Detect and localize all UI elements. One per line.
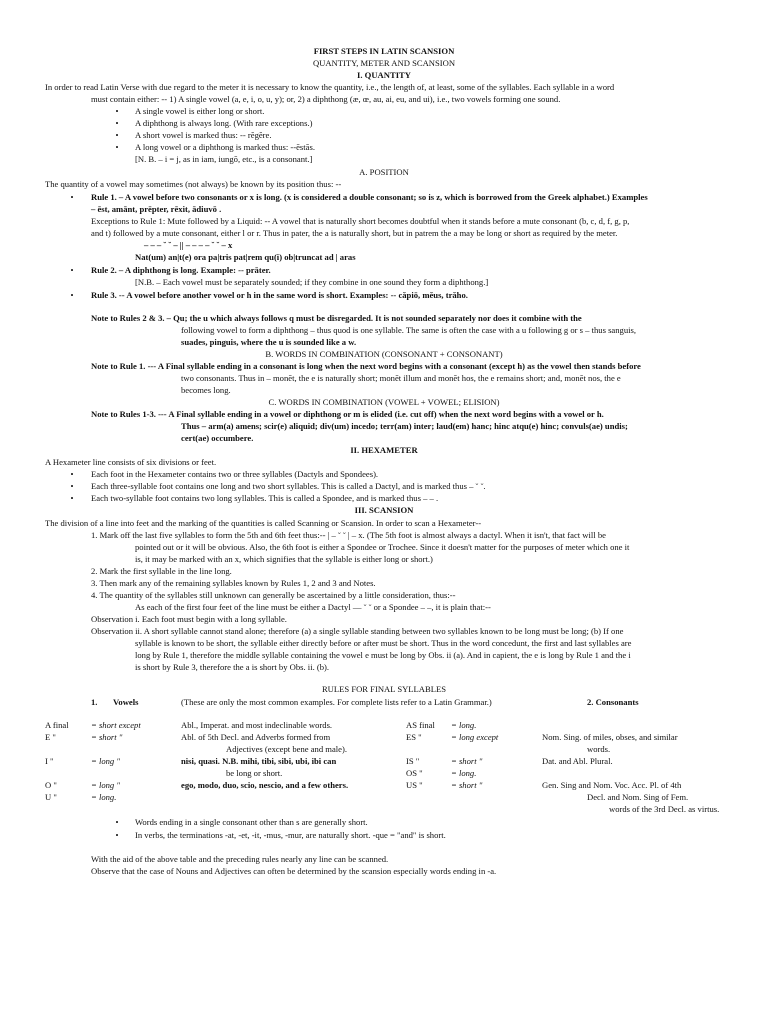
observation-1: Observation i. Each foot must begin with a long syllable. — [91, 614, 287, 624]
note-rule-1: Note to Rule 1. --- A Final syllable ending in a consonant is long when the next word begins with a consonant (except h) as the vowel then stands before — [91, 361, 641, 371]
intro-line-2: must contain either: -- 1) A single vowel (a, e, i, o, u, y); or, 2) a diphthong (æ, œ, au, ai, eu, and ui), i.e., two vowels forming one sound. — [91, 94, 561, 104]
vowel-row-letter: A final — [45, 720, 69, 730]
consonant-row-letter: OS " — [406, 768, 423, 778]
consonant-row-quantity: = short " — [451, 756, 483, 766]
vowel-row-example: ego, modo, duo, scio, nescio, and a few others. — [181, 780, 349, 790]
vowel-row-quantity: = short " — [91, 732, 123, 742]
rule-2-note: [N.B. – Each vowel must be separately sounded; if they combine in one sound they form a diphthong.] — [135, 277, 489, 287]
vowel-row-quantity: = long " — [91, 756, 120, 766]
consonant-row-letter: ES " — [406, 732, 422, 742]
vowel-row-letter: E " — [45, 732, 56, 742]
rule-1-exceptions: Exceptions to Rule 1: Mute followed by a Liquid: -- A vowel that is naturally short becomes doubtful when it stands before a mute consonant (b, c, d, f, g, p, — [91, 216, 630, 226]
scansion-step-1-cont: pointed out or it will be obvious. Also, the 6th foot is either a Spondee or Trochee. Since it doesn't matter for the purposes of meter which one it — [135, 542, 630, 552]
consonant-row-letter: US " — [406, 780, 423, 790]
intro-line-1: In order to read Latin Verse with due regard to the meter it is necessary to know the quantity, i.e., the length of, at least, some of the syllables. Each syllable in a word — [45, 82, 615, 92]
rule-1: Rule 1. – A vowel before two consonants or x is long. (x is considered a double consonant; so is z, which is borrowed from the Greek alphabet.) Examples — [91, 192, 648, 202]
consonant-row-quantity: = long except — [451, 732, 499, 742]
closing-line-1: With the aid of the above table and the preceding rules nearly any line can be scanned. — [91, 854, 389, 864]
note-rules-2-3-cont: following vowel to form a diphthong – thus quod is one syllable. The same is often the case with a u following g or s – thus sanguis, — [181, 325, 637, 335]
quantity-bullet: A single vowel is either long or short. — [135, 106, 265, 116]
note-rule-1-cont: two consonants. Thus in – monēt, the e is naturally short; monēt illum and monēt hos, the e remains short; and, monēt nos, the e — [181, 373, 621, 383]
section-heading-hexameter: II. HEXAMETER — [350, 445, 418, 455]
vowel-row-letter: O " — [45, 780, 57, 790]
vowels-note: (These are only the most common examples. For complete lists refer to a Latin Grammar.) — [181, 697, 492, 707]
document-title: FIRST STEPS IN LATIN SCANSION — [313, 46, 455, 56]
consonant-row-example: Dat. and Abl. Plural. — [542, 756, 613, 766]
scansion-step-3: 3. Then mark any of the remaining syllables known by Rules 1, 2 and 3 and Notes. — [91, 578, 376, 588]
consonants-heading: 2. Consonants — [587, 697, 639, 707]
vowel-row-example: be long or short. — [226, 768, 283, 778]
observation-2-cont3: is short by Rule 3, therefore the a is short by Obs. ii. (b). — [135, 662, 330, 672]
note-rule-1-cont2: becomes long. — [181, 385, 231, 395]
quantity-note: [N. B. – i = j, as in iam, iungō, etc., is a consonant.] — [135, 154, 313, 164]
vowel-row-quantity: = long. — [91, 792, 117, 802]
vowel-row-quantity: = short except — [91, 720, 141, 730]
section-heading-position: A. POSITION — [359, 167, 409, 177]
consonant-row-quantity: = short " — [451, 780, 483, 790]
bullet-icon: • — [70, 290, 74, 300]
final-syllables-heading: RULES FOR FINAL SYLLABLES — [321, 684, 447, 694]
vowel-row-example: nisi, quasi. N.B. mihi, tibi, sibi, ubi, ibi can — [181, 756, 337, 766]
bullet-icon: • — [70, 265, 74, 275]
hexameter-intro: A Hexameter line consists of six divisions or feet. — [45, 457, 217, 467]
note-rules-1-3-cont2: cert(ae) occumbere. — [181, 433, 254, 443]
section-heading-vowel: C. WORDS IN COMBINATION (VOWEL + VOWEL; ELISION) — [268, 397, 500, 407]
quantity-bullet: A long vowel or a diphthong is marked thus: --ēstās. — [135, 142, 315, 152]
vowel-row-example: Abl. of 5th Decl. and Adverbs formed from — [181, 732, 331, 742]
note-rules-2-3: Note to Rules 2 & 3. – Qu; the u which always follows q must be disregarded. It is not sounded separately nor does it combine with the — [91, 313, 582, 323]
vowels-heading-number: 1. — [91, 697, 98, 707]
scansion-step-1-cont2: is, it may be marked with an x, which signifies that the syllable is either long or short.) — [135, 554, 433, 564]
hexameter-bullet: Each foot in the Hexameter contains two or three syllables (Dactyls and Spondees). — [91, 469, 379, 479]
section-heading-consonant: B. WORDS IN COMBINATION (CONSONANT + CONSONANT) — [265, 349, 503, 359]
consonant-row-quantity: = long. — [451, 768, 477, 778]
consonant-row-example: words. — [587, 744, 611, 754]
bullet-icon: • — [70, 493, 74, 503]
scansion-intro: The division of a line into feet and the marking of the quantities is called Scanning or Scansion. In order to scan a Hexameter-- — [45, 518, 482, 528]
meter-marks: – – – ˘ ˘ – || – – – – ˘ ˘ – x — [144, 240, 233, 250]
section-heading-quantity: I. QUANTITY — [357, 70, 411, 80]
vowel-row-letter: I " — [45, 756, 54, 766]
quantity-bullet: A diphthong is always long. (With rare exceptions.) — [135, 118, 313, 128]
note-rules-1-3-cont: Thus – arm(a) amens; scir(e) aliquid; div(um) incedo; terr(am) inter; laud(em) hanc; hinc atqu(e) hinc; convuls(ae) undis; — [181, 421, 628, 431]
hexameter-bullet: Each two-syllable foot contains two long syllables. This is called a Spondee, and is marked thus – – . — [91, 493, 439, 503]
bullet-icon: • — [115, 817, 119, 827]
note-rules-2-3-cont2: suades, pinguis, where the u is sounded like a w. — [181, 337, 357, 347]
hexameter-bullet: Each three-syllable foot contains one long and two short syllables. This is called a Dactyl, and is marked thus – ˘ ˘. — [91, 481, 486, 491]
position-intro: The quantity of a vowel may sometimes (not always) be known by its position thus: -- — [45, 179, 342, 189]
rule-3: Rule 3. -- A vowel before another vowel or h in the same word is short. Examples: -- căpiō, mĕus, trăho. — [91, 290, 468, 300]
scansion-step-2: 2. Mark the first syllable in the line long. — [91, 566, 232, 576]
consonant-row-example: words of the 3rd Decl. as virtus. — [609, 804, 720, 814]
observation-2: Observation ii. A short syllable cannot stand alone; therefore (a) a single syllable standing between two syllables known to be long must be long; (b) If one — [91, 626, 624, 636]
rule-1-examples: – ēst, amānt, prēpter, rēxit, ādiuvō . — [91, 204, 222, 214]
scansion-step-4-cont: As each of the first four feet of the line must be either a Dactyl — ˘ ˘ or a Spondee – –, it is plain that:-- — [135, 602, 491, 612]
document-subtitle: QUANTITY, METER AND SCANSION — [312, 58, 456, 68]
final-rule-bullet: Words ending in a single consonant other than s are generally short. — [135, 817, 368, 827]
bullet-icon: • — [115, 118, 119, 128]
bullet-icon: • — [115, 106, 119, 116]
scansion-step-1: 1. Mark off the last five syllables to form the 5th and 6th feet thus:-- | – ˘ ˘ | – x. (The 5th foot is almost always a dactyl. When it isn't, that fact will be — [91, 530, 606, 540]
bullet-icon: • — [70, 481, 74, 491]
consonant-row-example: Gen. Sing and Nom. Voc. Acc. Pl. of 4th — [542, 780, 682, 790]
vowel-row-quantity: = long " — [91, 780, 120, 790]
consonant-row-quantity: = long. — [451, 720, 477, 730]
quantity-bullet: A short vowel is marked thus: -- rĕgĕre. — [135, 130, 272, 140]
rule-2: Rule 2. – A diphthong is long. Example: -- prāter. — [91, 265, 271, 275]
bullet-icon: • — [70, 469, 74, 479]
note-rules-1-3: Note to Rules 1-3. --- A Final syllable ending in a vowel or diphthong or m is elided (i.e. cut off) when the next word begins with a vowel or h. — [91, 409, 604, 419]
consonant-row-example: Nom. Sing. of miles, obses, and similar — [542, 732, 678, 742]
bullet-icon: • — [115, 830, 119, 840]
final-rule-bullet: In verbs, the terminations -at, -et, -it, -mus, -mur, are naturally short. -que = "and" is short. — [135, 830, 446, 840]
consonant-row-example: Decl. and Nom. Sing of Fem. — [587, 792, 689, 802]
consonant-row-letter: IS " — [406, 756, 420, 766]
scanned-line: Nat(um) an|t(e) ora pa|tris pat|rem qu(i) ob|truncat ad | aras — [135, 252, 356, 262]
consonant-row-letter: AS final — [406, 720, 435, 730]
scansion-step-4: 4. The quantity of the syllables still unknown can generally be ascertained by a little consideration, thus:-- — [91, 590, 456, 600]
vowel-row-example: Adjectives (except bene and male). — [226, 744, 347, 754]
vowel-row-example: Abl., Imperat. and most indeclinable words. — [181, 720, 333, 730]
bullet-icon: • — [115, 142, 119, 152]
observation-2-cont2: long by Rule 1, therefore the middle syllable containing the vowel e must be long by Obs. ii (a). And in capient, the e is long by Rule 1 and the i — [135, 650, 631, 660]
vowels-heading: Vowels — [113, 697, 139, 707]
bullet-icon: • — [115, 130, 119, 140]
section-heading-scansion: III. SCANSION — [354, 505, 414, 515]
observation-2-cont: syllable is known to be short, the syllable either directly before or after must be short. Thus in the word concedunt, the first and last syllables are — [135, 638, 632, 648]
rule-1-exceptions-cont: and t) followed by a mute consonant, either l or r. Thus in pater, the a is naturally short, but in patrem the a may be long or short as required by the meter. — [91, 228, 618, 238]
bullet-icon: • — [70, 192, 74, 202]
vowel-row-letter: U " — [45, 792, 57, 802]
closing-line-2: Observe that the case of Nouns and Adjectives can often be determined by the scansion especially words ending in -a. — [91, 866, 497, 876]
